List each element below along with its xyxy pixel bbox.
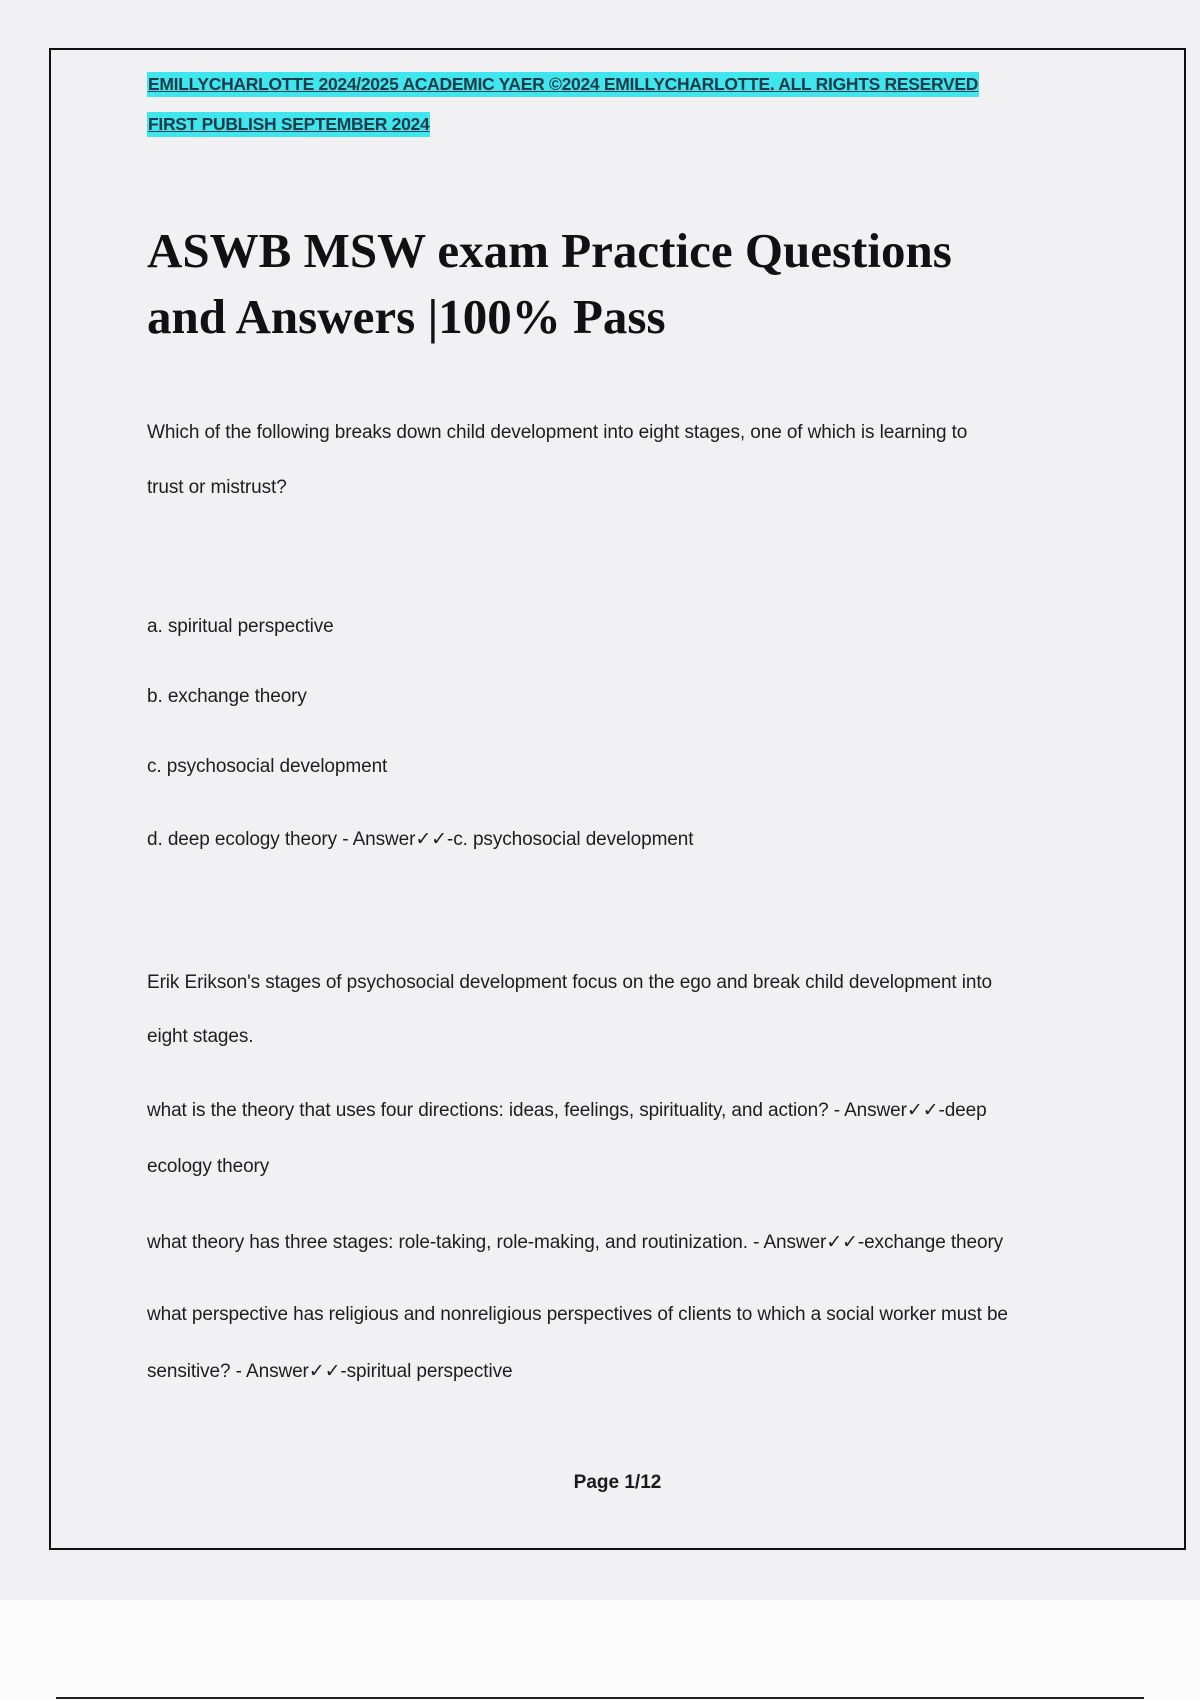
publish-date-text: FIRST PUBLISH SEPTEMBER 2024: [147, 112, 430, 137]
question-1-option-b: b. exchange theory: [147, 686, 307, 707]
next-page-top-rule: [56, 1697, 1144, 1699]
title-line-1: ASWB MSW exam Practice Questions: [147, 223, 952, 278]
question-2-line-1: what is the theory that uses four directions: ideas, feelings, spirituality, and action? - Answer✓✓-deep: [147, 1100, 987, 1121]
copyright-header-line: [147, 74, 979, 95]
page-number: Page 1/12: [573, 1472, 662, 1493]
explanation-line-1: Erik Erikson's stages of psychosocial development focus on the ego and break child development into: [147, 972, 992, 993]
question-1-text-line-1: Which of the following breaks down child development into eight stages, one of which is learning to: [147, 422, 968, 443]
question-1-option-a: a. spiritual perspective: [147, 616, 334, 637]
explanation-line-2: eight stages.: [147, 1026, 254, 1047]
question-1-text-line-2: trust or mistrust?: [147, 477, 287, 498]
question-4-line-2: sensitive? - Answer✓✓-spiritual perspective: [147, 1361, 513, 1382]
question-1-option-d-answer: d. deep ecology theory - Answer✓✓-c. psychosocial development: [147, 829, 694, 850]
copyright-header-text: EMILLYCHARLOTTE 2024/2025 ACADEMIC YAER ©2024 EMILLYCHARLOTTE. ALL RIGHTS RESERVED: [147, 72, 979, 97]
title-line-2: and Answers |100% Pass: [147, 289, 666, 344]
publish-date-header-line: [147, 114, 430, 135]
question-4-line-1: what perspective has religious and nonreligious perspectives of clients to which a social worker must be: [147, 1304, 1008, 1325]
document-page: [49, 48, 1186, 1550]
question-2-line-2: ecology theory: [147, 1156, 270, 1177]
question-3-line: what theory has three stages: role-taking, role-making, and routinization. - Answer✓✓-exchange theory: [147, 1232, 1004, 1253]
question-1-option-c: c. psychosocial development: [147, 756, 388, 777]
document-title: [147, 218, 1107, 350]
next-page-area: [0, 1600, 1200, 1700]
